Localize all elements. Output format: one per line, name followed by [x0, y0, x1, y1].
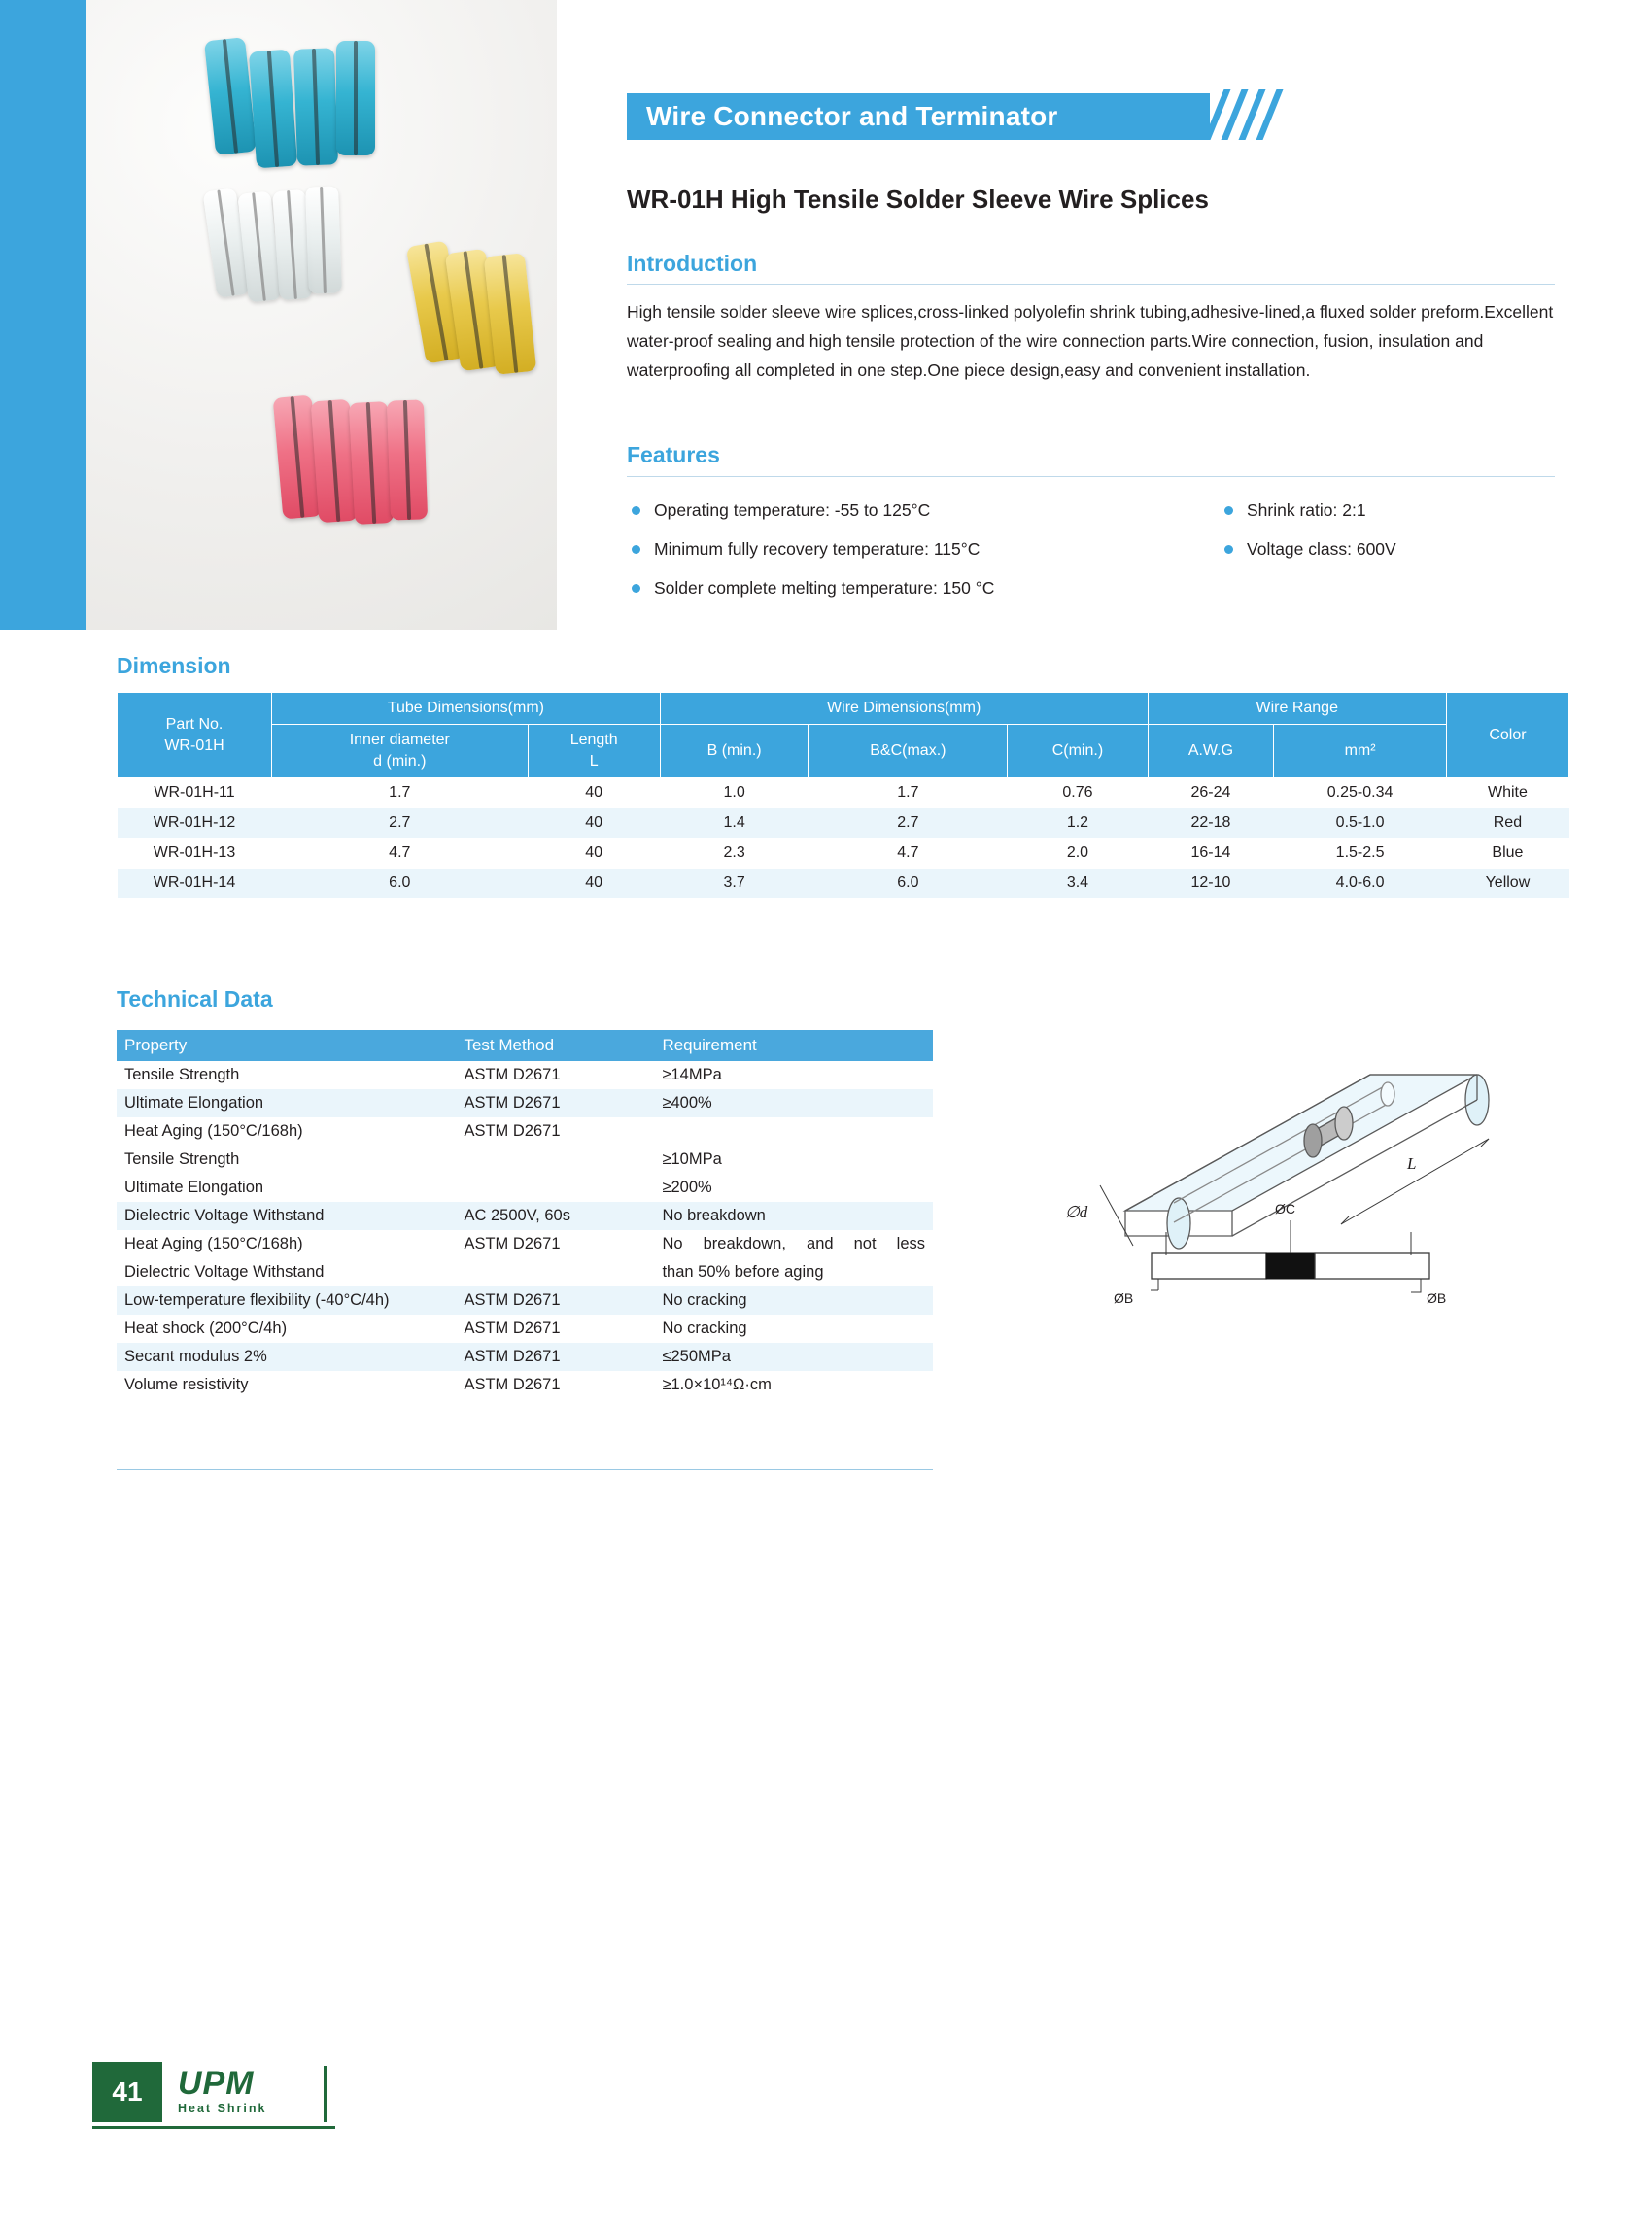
cell-requirement: ≥10MPa	[662, 1150, 722, 1168]
cell-requirement: No breakdown	[662, 1207, 766, 1224]
cell-property: Heat Aging (150°C/168h)	[124, 1235, 303, 1252]
cell-d: 1.7	[272, 778, 529, 808]
cell-property: Ultimate Elongation	[124, 1179, 264, 1196]
feature-item: Solder complete melting temperature: 150 °C	[627, 568, 994, 607]
introduction-body: High tensile solder sleeve wire splices,cross-linked polyolefin shrink tubing,adhesive-lined,a fluxed solder preform.Excellent water-proof sealing and high tensile protection of the wire connection parts.Wire connection, fusion, insulation and waterproofing all completed in one step.One piece design,easy and convenient installation.	[627, 302, 1554, 380]
cell-color: Red	[1446, 808, 1568, 839]
cell-method: ASTM D2671	[464, 1376, 561, 1393]
cell-c: 2.0	[1008, 839, 1148, 869]
table-row	[118, 839, 1569, 869]
table-row	[118, 869, 1569, 899]
cell-part: WR-01H-13	[118, 839, 272, 869]
cell-method: ASTM D2671	[464, 1348, 561, 1365]
cell-property: Ultimate Elongation	[124, 1094, 264, 1112]
table-row	[117, 1146, 933, 1174]
cell-requirement: ≥1.0×10¹⁴Ω·cm	[662, 1376, 772, 1393]
header-property: Property	[117, 1030, 456, 1061]
cell-b: 2.3	[660, 839, 809, 869]
product-photo	[86, 0, 557, 630]
cell-mm2: 1.5-2.5	[1274, 839, 1447, 869]
header-test-method: Test Method	[456, 1030, 654, 1061]
cell-color: White	[1446, 778, 1568, 808]
cell-property: Tensile Strength	[124, 1066, 240, 1083]
cell-requirement: No cracking	[662, 1319, 747, 1337]
header-tube-dimensions: Tube Dimensions(mm)	[272, 693, 661, 725]
table-row	[117, 1174, 933, 1202]
page-footer	[92, 2062, 345, 2132]
cell-L: 40	[528, 808, 660, 839]
label-diameter-c: ØC	[1275, 1201, 1295, 1216]
table-row	[117, 1343, 933, 1371]
cell-requirement: ≥400%	[662, 1094, 712, 1112]
cell-L: 40	[528, 778, 660, 808]
header-mm2: mm²	[1274, 725, 1447, 778]
cell-requirement: ≤250MPa	[662, 1348, 731, 1365]
dimension-table-body	[118, 778, 1569, 899]
header-c-min: C(min.)	[1008, 725, 1148, 778]
cell-method	[456, 1258, 654, 1286]
cell-requirement: than 50% before aging	[662, 1263, 824, 1281]
drawing-svg	[1050, 1030, 1574, 1438]
cell-part: WR-01H-11	[118, 778, 272, 808]
cell-bc: 2.7	[809, 808, 1008, 839]
footer-rule	[92, 2126, 335, 2129]
feature-item: Minimum fully recovery temperature: 115°C	[627, 530, 994, 568]
cell-bc: 6.0	[809, 869, 1008, 899]
table-header-row	[118, 693, 1569, 725]
table-row	[117, 1089, 933, 1117]
cell-property: Low-temperature flexibility (-40°C/4h)	[124, 1291, 390, 1309]
feature-item: Shrink ratio: 2:1	[1220, 491, 1396, 530]
cell-method: ASTM D2671	[464, 1094, 561, 1112]
table-subheader-row	[118, 725, 1569, 778]
cell-part: WR-01H-12	[118, 808, 272, 839]
cell-c: 1.2	[1008, 808, 1148, 839]
cell-color: Yellow	[1446, 869, 1568, 899]
header-requirement: Requirement	[654, 1030, 933, 1061]
feature-item: Operating temperature: -55 to 125°C	[627, 491, 994, 530]
cell-L: 40	[528, 869, 660, 899]
header-length	[528, 725, 660, 778]
introduction-rule	[627, 284, 1555, 285]
brand-divider	[324, 2066, 327, 2122]
header-awg: A.W.G	[1148, 725, 1274, 778]
isometric-tube-drawing	[1125, 1075, 1489, 1249]
dimension-table-head	[118, 693, 1569, 778]
header-part-no	[118, 693, 272, 778]
banner-title-bar	[627, 93, 1210, 140]
cell-awg: 26-24	[1148, 778, 1274, 808]
page-number: 41	[92, 2062, 162, 2122]
header-bc-max: B&C(max.)	[809, 725, 1008, 778]
cell-mm2: 0.5-1.0	[1274, 808, 1447, 839]
header-inner-diameter	[272, 725, 529, 778]
cell-property: Dielectric Voltage Withstand	[124, 1263, 325, 1281]
cell-L: 40	[528, 839, 660, 869]
cell-property: Volume resistivity	[124, 1376, 249, 1393]
cell-property: Secant modulus 2%	[124, 1348, 267, 1365]
label-length-L: L	[1407, 1154, 1417, 1173]
label-diameter-b-left: ØB	[1114, 1290, 1134, 1306]
cell-awg: 12-10	[1148, 869, 1274, 899]
cell-property: Heat Aging (150°C/168h)	[124, 1122, 303, 1140]
brand-tagline: Heat Shrink	[178, 2102, 267, 2115]
table-row	[117, 1061, 933, 1089]
table-header-row	[117, 1030, 933, 1061]
feature-item: Voltage class: 600V	[1220, 530, 1396, 568]
cell-d: 4.7	[272, 839, 529, 869]
cell-requirement: ≥14MPa	[662, 1066, 722, 1083]
cell-method: ASTM D2671	[464, 1122, 561, 1140]
header-b-min: B (min.)	[660, 725, 809, 778]
table-row	[117, 1371, 933, 1399]
technical-table-head	[117, 1030, 933, 1061]
brand-logo	[178, 2066, 333, 2116]
cell-bc: 4.7	[809, 839, 1008, 869]
header-part-no-line2: WR-01H	[164, 736, 224, 754]
cell-property: Heat shock (200°C/4h)	[124, 1319, 288, 1337]
cell-awg: 22-18	[1148, 808, 1274, 839]
cell-b: 1.4	[660, 808, 809, 839]
flat-profile-drawing	[1151, 1220, 1429, 1292]
header-inner-diameter-line1: Inner diameter	[349, 732, 450, 748]
dimension-table	[117, 692, 1569, 899]
cell-d: 2.7	[272, 808, 529, 839]
features-column-right	[1220, 491, 1396, 568]
left-accent-strip	[0, 0, 86, 630]
header-part-no-line1: Part No.	[165, 715, 224, 733]
cell-b: 1.0	[660, 778, 809, 808]
banner-title: Wire Connector and Terminator	[646, 101, 1058, 131]
cell-mm2: 0.25-0.34	[1274, 778, 1447, 808]
table-row	[117, 1315, 933, 1343]
features-column-left	[627, 491, 994, 607]
cell-method: AC 2500V, 60s	[464, 1207, 570, 1224]
table-row	[117, 1117, 933, 1146]
introduction-heading: Introduction	[627, 251, 758, 276]
features-heading: Features	[627, 442, 720, 467]
cell-method	[456, 1146, 654, 1174]
cell-bc: 1.7	[809, 778, 1008, 808]
label-inner-diameter-d: ∅d	[1065, 1203, 1088, 1221]
cell-property: Dielectric Voltage Withstand	[124, 1207, 325, 1224]
dimension-heading: Dimension	[117, 653, 231, 678]
table-row	[117, 1202, 933, 1230]
cell-d: 6.0	[272, 869, 529, 899]
cell-requirement	[654, 1117, 933, 1146]
cell-c: 3.4	[1008, 869, 1148, 899]
technical-data-heading: Technical Data	[117, 986, 273, 1011]
technical-table-body	[117, 1061, 933, 1399]
table-row	[118, 778, 1569, 808]
cell-part: WR-01H-14	[118, 869, 272, 899]
cell-b: 3.7	[660, 869, 809, 899]
header-length-line2: L	[589, 753, 599, 770]
cell-requirement: ≥200%	[662, 1179, 712, 1196]
cell-method	[456, 1174, 654, 1202]
cell-method: ASTM D2671	[464, 1066, 561, 1083]
technical-table-bottom-rule	[117, 1469, 933, 1470]
technical-drawings	[1050, 1030, 1574, 1438]
features-rule	[627, 476, 1555, 477]
header-wire-dimensions: Wire Dimensions(mm)	[660, 693, 1148, 725]
header-inner-diameter-line2: d (min.)	[373, 753, 427, 770]
cell-method: ASTM D2671	[464, 1319, 561, 1337]
cell-requirement: No cracking	[662, 1291, 747, 1309]
cell-method: ASTM D2671	[464, 1291, 561, 1309]
header-color: Color	[1446, 693, 1568, 778]
cell-property: Tensile Strength	[124, 1150, 240, 1168]
cell-requirement: No breakdown, and not less	[662, 1235, 925, 1252]
hero-banner	[0, 0, 1652, 630]
table-row	[117, 1258, 933, 1286]
label-diameter-b-right: ØB	[1427, 1290, 1447, 1306]
table-row	[117, 1230, 933, 1258]
cell-mm2: 4.0-6.0	[1274, 869, 1447, 899]
table-row	[117, 1286, 933, 1315]
header-length-line1: Length	[569, 732, 618, 748]
header-wire-range: Wire Range	[1148, 693, 1446, 725]
table-row	[118, 808, 1569, 839]
cell-color: Blue	[1446, 839, 1568, 869]
brand-name: UPM	[178, 2065, 255, 2102]
cell-method: ASTM D2671	[464, 1235, 561, 1252]
cell-awg: 16-14	[1148, 839, 1274, 869]
banner-slash-decoration	[1210, 89, 1288, 140]
product-title: WR-01H High Tensile Solder Sleeve Wire Splices	[627, 185, 1209, 214]
cell-c: 0.76	[1008, 778, 1148, 808]
technical-data-table	[117, 1030, 933, 1399]
